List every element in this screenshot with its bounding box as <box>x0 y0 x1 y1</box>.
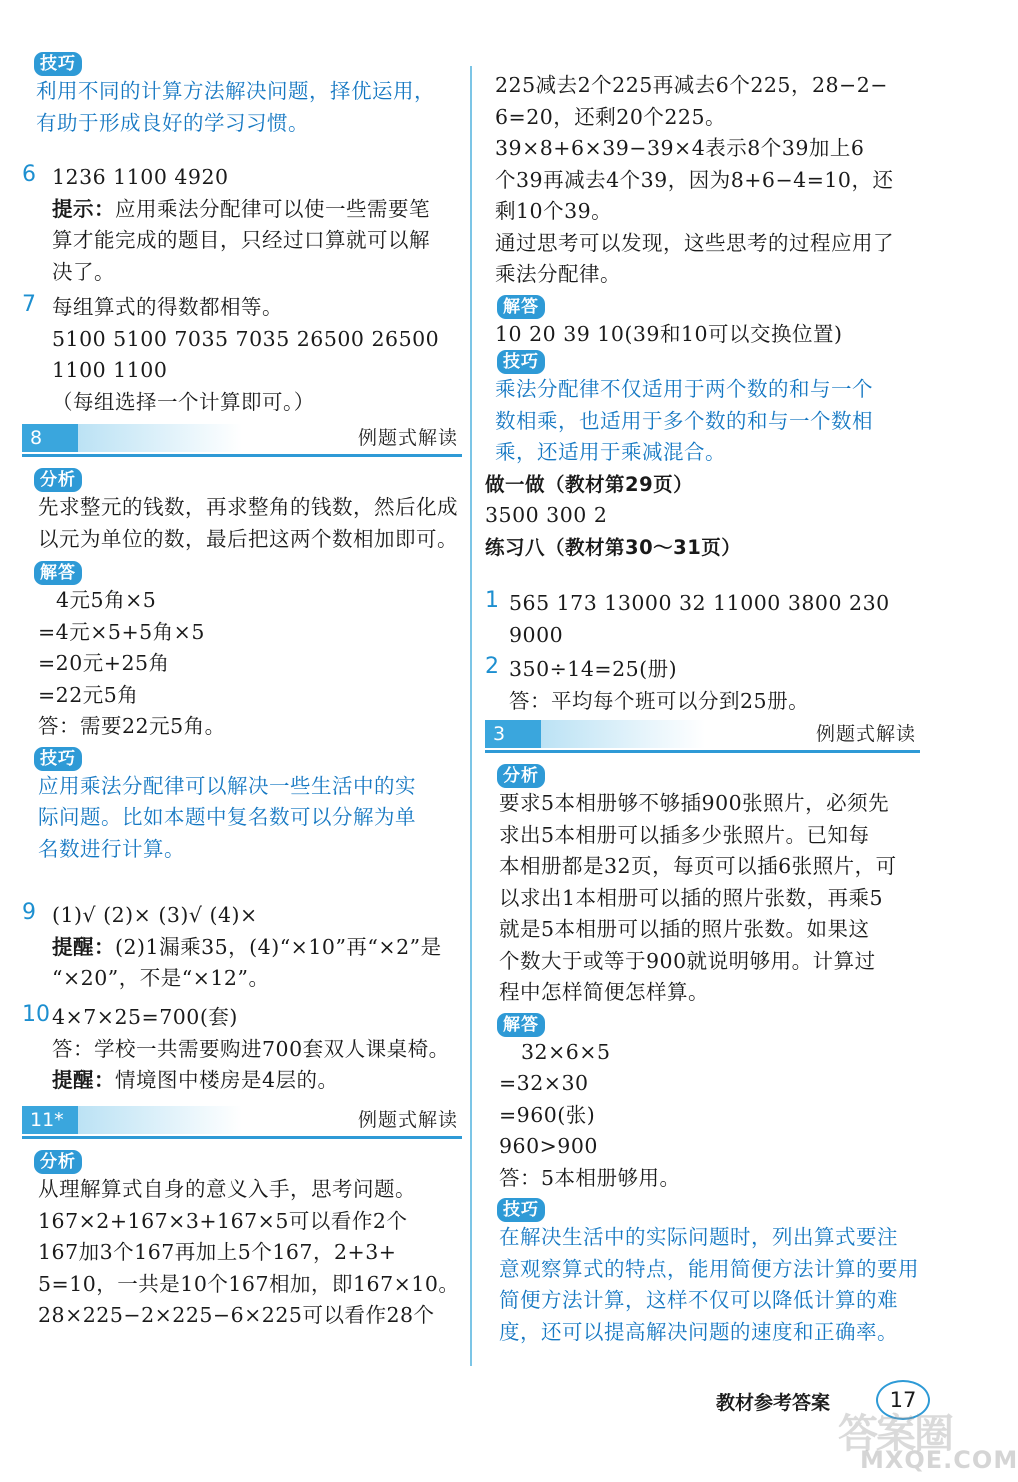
text-line: 5=10，一共是10个167相加，即167×10。 <box>38 1271 460 1296</box>
question-number: 9 <box>22 900 36 925</box>
answer-tag: 解答 <box>34 561 82 585</box>
exercise-2 <box>485 654 920 717</box>
question-6 <box>22 162 462 288</box>
text-line: （每组选择一个计算即可。） <box>52 389 315 414</box>
text-line: 225减去2个225再减去6个225，28−2− <box>495 73 888 97</box>
analysis-line: 求出5本相册可以插多少张照片。已知每 <box>499 822 870 847</box>
text-line: 39×8+6×39−39×4表示8个39加上6 <box>495 136 865 160</box>
section-number: 8 <box>22 424 78 452</box>
section-bar-3 <box>485 720 920 753</box>
text-line: 通过思考可以发现，这些思考的过程应用了 <box>495 230 894 255</box>
text-line: 28×225−2×225−6×225可以看作28个 <box>38 1303 435 1327</box>
tip-line: 利用不同的计算方法解决问题，择优运用， <box>36 79 435 103</box>
hint-line: 决了。 <box>52 259 115 284</box>
question-number: 7 <box>22 292 36 317</box>
remind-line: “×20”，不是“×12”。 <box>52 966 270 990</box>
text-line: 1100 1100 <box>52 358 168 382</box>
remind-label: 提醒： <box>52 934 115 959</box>
remind-label: 提醒： <box>52 1068 115 1092</box>
analysis-line: 个数大于或等于900就说明够用。计算过 <box>499 948 876 973</box>
question-8-content <box>22 468 462 865</box>
tip-line: 乘，还适用于乘减混合。 <box>495 440 726 464</box>
tip-tag: 技巧 <box>497 350 545 374</box>
section-title: 例题式解读 <box>815 723 916 745</box>
answer-line: 答：5本相册够用。 <box>499 1165 681 1190</box>
page-number: 17 <box>876 1380 930 1420</box>
hint-line: 算才能完成的题目，只经过口算就可以解 <box>52 228 430 252</box>
answer-line: 350÷14=25(册) <box>509 657 678 681</box>
answer-line: 9000 <box>509 622 564 647</box>
text-line: 乘法分配律。 <box>495 262 621 286</box>
watermark-url: MXQE.COM <box>860 1446 1018 1474</box>
tip-line: 在解决生活中的实际问题时，列出算式要注 <box>499 1225 898 1249</box>
tip-tag: 技巧 <box>34 747 82 771</box>
question-10 <box>22 1002 462 1097</box>
text-line: 167加3个167再加上5个167，2+3+ <box>38 1240 397 1264</box>
section-bar-11 <box>22 1106 462 1139</box>
text-line: 剩10个39。 <box>495 199 613 223</box>
tip-tag: 技巧 <box>34 52 82 76</box>
tip-tag: 技巧 <box>497 1198 545 1222</box>
section-title: 例题式解读 <box>357 1109 458 1131</box>
analysis-line: 本相册都是32页，每页可以插6张照片，可 <box>499 854 897 878</box>
hint-line: 应用乘法分配律可以使一些需要笔 <box>115 196 430 221</box>
tip-line: 乘法分配律不仅适用于两个数的和与一个 <box>495 377 873 401</box>
answer-line: =20元+25角 <box>38 651 170 675</box>
text-line: 167×2+167×3+167×5可以看作2个 <box>38 1208 408 1233</box>
question-9 <box>22 900 462 995</box>
tip-line: 数相乘，也适用于多个数的和与一个数相 <box>495 408 873 433</box>
tip-line: 意观察算式的特点，能用简便方法计算的要用 <box>499 1256 919 1281</box>
answer-line: =960(张) <box>499 1102 596 1127</box>
text-line: 答：学校一共需要购进700套双人课桌椅。 <box>52 1036 450 1061</box>
section-title: 例题式解读 <box>357 427 458 449</box>
text-line: 5100 5100 7035 7035 26500 26500 <box>52 326 440 351</box>
question-number: 2 <box>485 654 499 679</box>
section-number: 11* <box>22 1106 78 1134</box>
answer-line: 32×6×5 <box>521 1039 611 1064</box>
tip-line: 度，还可以提高解决问题的速度和正确率。 <box>499 1319 898 1344</box>
answer-line: (1)√ (2)× (3)√ (4)× <box>52 903 258 927</box>
tip-line: 简便方法计算，这样不仅可以降低计算的难 <box>499 1288 898 1312</box>
text-line: 4×7×25=700(套) <box>52 1005 238 1029</box>
question-7 <box>22 292 462 418</box>
answer-tag: 解答 <box>497 1013 545 1037</box>
analysis-tag: 分析 <box>34 468 82 492</box>
answer-line: 960>900 <box>499 1134 598 1158</box>
analysis-line: 以元为单位的数，最后把这两个数相加即可。 <box>38 526 458 551</box>
question-3-content <box>485 764 920 1348</box>
answer-line: 10 20 39 10(39和10可以交换位置) <box>495 321 843 346</box>
section-heading: 练习八（教材第30～31页） <box>485 535 742 559</box>
question-number: 1 <box>485 588 499 613</box>
answer-line: =4元×5+5角×5 <box>38 619 205 644</box>
exercise-1 <box>485 588 920 651</box>
answer-line: 3500 300 2 <box>485 503 608 527</box>
answer-line: 答：需要22元5角。 <box>38 714 226 738</box>
answer-line: =32×30 <box>499 1071 589 1095</box>
text-line: 从理解算式自身的意义入手，思考问题。 <box>38 1177 416 1201</box>
column-divider <box>470 66 472 1366</box>
watermark-logo: 答案圈 <box>838 1411 952 1457</box>
analysis-tag: 分析 <box>497 764 545 788</box>
question-number: 6 <box>22 162 36 187</box>
remind-line: (2)1漏乘35，(4)“×10”再“×2”是 <box>115 934 442 959</box>
answer-line: 答：平均每个班可以分到25册。 <box>509 688 810 713</box>
remind-line: 情境图中楼房是4层的。 <box>115 1068 339 1092</box>
section-heading: 做一做（教材第29页） <box>485 472 694 496</box>
answer-line: 1236 1100 4920 <box>52 165 229 189</box>
analysis-line: 要求5本相册够不够插900张照片，必须先 <box>499 791 890 815</box>
section-number: 3 <box>485 720 541 748</box>
answer-tag: 解答 <box>497 295 545 319</box>
question-11-content <box>22 1150 462 1332</box>
q11-continuation <box>485 70 920 563</box>
analysis-line: 以求出1本相册可以插的照片张数，再乘5 <box>499 885 884 910</box>
tip-line: 应用乘法分配律可以解决一些生活中的实 <box>38 773 416 798</box>
section-bar-8 <box>22 424 462 457</box>
answer-line: 4元5角×5 <box>56 588 157 612</box>
text-line: 6=20，还剩20个225。 <box>495 104 727 129</box>
analysis-line: 就是5本相册可以插的照片张数。如果这 <box>499 917 870 941</box>
analysis-tag: 分析 <box>34 1150 82 1174</box>
tip-block-1 <box>22 52 462 139</box>
question-number: 10 <box>22 1002 50 1027</box>
tip-line: 名数进行计算。 <box>38 836 185 861</box>
analysis-line: 程中怎样简便怎样算。 <box>499 980 709 1004</box>
text-line: 个39再减去4个39，因为8+6−4=10，还 <box>495 167 894 192</box>
footer-label: 教材参考答案 <box>716 1392 831 1414</box>
analysis-line: 先求整元的钱数，再求整角的钱数，然后化成 <box>38 495 458 519</box>
tip-line: 际问题。比如本题中复名数可以分解为单 <box>38 805 416 829</box>
tip-line: 有助于形成良好的学习习惯。 <box>36 110 309 135</box>
answer-line: 565 173 13000 32 11000 3800 230 <box>509 591 890 615</box>
hint-label: 提示： <box>52 196 115 221</box>
text-line: 每组算式的得数都相等。 <box>52 295 283 319</box>
answer-line: =22元5角 <box>38 682 139 707</box>
